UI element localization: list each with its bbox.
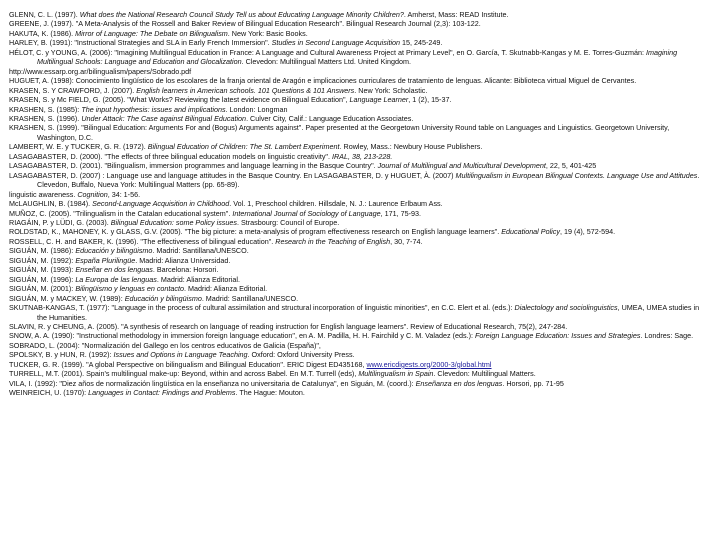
reference-text: . Madrid: Santillana/UNESCO. xyxy=(152,246,249,256)
reference-text: . Horsori, pp. 71-95 xyxy=(502,378,564,388)
reference-entry xyxy=(9,161,710,170)
reference-link[interactable]: www.ericdigests.org/2000-3/global.html xyxy=(366,359,492,369)
reference-text: MUÑOZ, C. (2005). "Trilingualism in the Catalan educational system". xyxy=(9,208,233,218)
reference-entry xyxy=(9,227,710,236)
reference-entry xyxy=(9,190,710,199)
reference-text: . Madrid: Santillana/UNESCO. xyxy=(201,293,299,303)
reference-text: http://www.essarp.org.ar/bilingualism/papers/Sobrado.pdf xyxy=(9,66,192,76)
reference-text: . Oxford: Oxford University Press. xyxy=(247,350,355,360)
reference-text: , 22, 5, 401-425 xyxy=(545,161,597,171)
reference-entry xyxy=(9,95,710,104)
reference-text: SPOLSKY, B. y HUN, R. (1992): xyxy=(9,350,114,360)
reference-text: SIGUÁN, M. (1996): xyxy=(9,274,76,284)
reference-text: WEINREICH, U. (1970): xyxy=(9,388,89,398)
reference-text: . New York: Scholastic. xyxy=(354,85,428,95)
reference-title-italic: Enseñanza en dos lenguas xyxy=(415,378,503,388)
reference-text: , 34: 1-56. xyxy=(107,189,141,199)
reference-text: . London: Longman xyxy=(225,104,288,114)
reference-entry xyxy=(9,38,710,47)
reference-entry xyxy=(9,303,710,322)
reference-title-italic: La Europa de las lenguas xyxy=(75,274,157,284)
reference-entry xyxy=(9,218,710,227)
reference-title-italic: Issues and Options in Language Teaching xyxy=(113,350,248,360)
reference-text: . Madrid: Alianza Editorial. xyxy=(156,274,240,284)
reference-entry xyxy=(9,67,710,76)
reference-title-italic: Bilingual Education: some Policy issues xyxy=(110,217,237,227)
reference-entry xyxy=(9,284,710,293)
reference-text: SIGUÁN, M. y MACKEY, W. (1989): xyxy=(9,293,125,303)
reference-text: . Clevedon: Multilingual Matters Ltd. United Kingdom. xyxy=(241,57,411,67)
reference-text: KRASEN, S. Y CRAWFORD, J. (2007). xyxy=(9,85,137,95)
reference-text: HAKUTA, K. (1986). xyxy=(9,28,76,38)
reference-text: . Madrid: Alianza Editorial. xyxy=(184,284,268,294)
reference-title-italic: What does the National Research Council Study Tell us about Educating Language Minority Children? xyxy=(79,10,404,19)
reference-text: SIGUÁN, M. (1986): xyxy=(9,246,76,256)
reference-entry xyxy=(9,322,710,331)
reference-entry xyxy=(9,265,710,274)
reference-entry xyxy=(9,379,710,388)
reference-text: VILA, I. (1992): "Diez años de normalización lingüística en la enseñanza no universitaria de Catalunya", en Siguán, M. (coord.): xyxy=(9,378,416,388)
reference-entry xyxy=(9,331,710,340)
reference-entry xyxy=(9,76,710,85)
reference-title-italic: Studies in Second Language Acquisition xyxy=(271,38,401,48)
reference-entry xyxy=(9,294,710,303)
reference-text: , 19 (4), 572-594. xyxy=(559,227,616,237)
reference-entry xyxy=(9,350,710,359)
reference-text: SNOW, A. A. (1990): "Instructional methodology in immersion foreign language education", en A. M. Padilla, H. H. Fairchild y C. M. Valadez (eds.): xyxy=(9,331,475,341)
reference-text: . Vol. 1, Preschool children. Hillsdale, N. J.: Laurence Erlbaum Ass. xyxy=(229,199,443,209)
reference-entry xyxy=(9,10,710,19)
reference-text: , 1 (2), 15-37. xyxy=(408,95,452,105)
reference-text: . Culver City, Calif.: Language Education Associates. xyxy=(246,113,414,123)
reference-entry xyxy=(9,123,710,142)
reference-text: SKUTNAB-KANGAS, T. (1977): "Language in the process of cultural assimilation and structural incorporation of linguistic minorities", en C.C. Elert et al. (eds.): xyxy=(9,303,515,313)
reference-text: KRASEN, S. y Mc FIELD, G. (2005). "What Works? Reviewing the latest evidence on Bilingual Education", xyxy=(9,95,350,105)
reference-entry xyxy=(9,209,710,218)
reference-text: 15, 245-249. xyxy=(400,38,443,48)
reference-text: LASAGABASTER, D. (2001). "Bilingualism, immersion programmes and language learning in the Basque Country". xyxy=(9,161,378,171)
reference-entry xyxy=(9,237,710,246)
reference-entry xyxy=(9,246,710,255)
reference-text: . Barcelona: Horsori. xyxy=(152,265,219,275)
reference-title-italic: The input hypothesis: issues and implications xyxy=(81,104,226,114)
reference-text: . The Hague: Mouton. xyxy=(235,388,305,398)
reference-text: ROLDSTAD, K., MAHONEY, K. y GLASS, G.V. (2005). "The big picture: a meta-analysis of program effectiveness research on English language learners". xyxy=(9,227,502,237)
reference-text: GLENN, C. L. (1997). xyxy=(9,10,80,19)
reference-title-italic: Educación y bilingüismo xyxy=(124,293,202,303)
reference-title-italic: Imagining Multilingual Schools: Language and Education and Glocalization xyxy=(37,47,678,67)
reference-title-italic: Multilingualism in Spain xyxy=(358,369,434,379)
reference-text: . Strasbourg: Council of Europe. xyxy=(236,217,340,227)
reference-text: McLAUGHLIN, B. (1984). xyxy=(9,199,93,209)
reference-text: , 30, 7-74. xyxy=(390,236,423,246)
reference-text: LASAGABASTER, D. (2000). "The effects of three bilingual education models on linguistic creativity". xyxy=(9,151,332,161)
reference-title-italic: España Plurilingüe xyxy=(75,255,136,265)
reference-title-italic: Research in the Teaching of English xyxy=(275,236,391,246)
reference-text: SIGUÁN, M. (1992): xyxy=(9,255,76,265)
reference-text: SOBRADO, L. (2004): "Normalización del Gallego en los centros educativos de Galicia (España)", xyxy=(9,340,321,350)
reference-title-italic: Dialectology and sociolinguistics xyxy=(514,303,618,313)
reference-entry xyxy=(9,199,710,208)
reference-entry xyxy=(9,171,710,190)
reference-title-italic: Multilingualism in European Bilingual Contexts. Language Use and Attitudes xyxy=(455,170,698,180)
reference-title-italic: Languages in Contact: Findings and Problems xyxy=(88,388,236,398)
reference-title-italic: Enseñar en dos lenguas xyxy=(75,265,153,275)
reference-title-italic: Bilingual Education of Children: The St. Lambert Experiment xyxy=(147,142,340,152)
reference-entry xyxy=(9,388,710,397)
reference-entry xyxy=(9,256,710,265)
reference-title-italic: International Journal of Sociology of Language xyxy=(232,208,381,218)
reference-text: HUGUET, A. (1998): Conocimiento lingüístico de los escolares de la franja oriental de Aragón e implicaciones curriculares de tratamiento de lenguas. Alicante: Biblioteca virtual Miguel de Cervantes. xyxy=(9,76,637,86)
reference-title-italic: Cognition xyxy=(77,189,108,199)
reference-text: HÉLOT, C. y YOUNG, A. (2006): "Imagining Multilingual Education in France: A Language and Cultural Awareness Project at Primary Level", en O. García, T. Skutnabb-Kangas y M. E. Torres-Guzmán: xyxy=(9,47,646,57)
reference-text: SIGUÁN, M. (1993): xyxy=(9,265,76,275)
reference-text: . New York: Basic Books. xyxy=(227,28,308,38)
reference-text: HARLEY, B. (1991): "Instructional Strategies and SLA in Early French Immersion". xyxy=(9,38,272,48)
reference-entry xyxy=(9,86,710,95)
reference-text: , 171, 75-93. xyxy=(380,208,421,218)
reference-text: TUCKER, G. R. (1999). "A global Perspective on bilingualism and Bilingual Education". ERIC Digest ED435168, xyxy=(9,359,367,369)
reference-text: SIGUÁN, M. (2001): xyxy=(9,284,76,294)
reference-entry xyxy=(9,105,710,114)
reference-title-italic: Journal of Multilingual and Multicultural Development xyxy=(377,161,546,171)
reference-title-italic: Bilingüismo y lenguas en contacto xyxy=(75,284,184,294)
reference-entry xyxy=(9,369,710,378)
reference-title-italic: Educación y bilingüismo xyxy=(75,246,153,256)
reference-text: linguistic awareness. xyxy=(9,189,78,199)
reference-text: . Rowley, Mass.: Newbury House Publishers. xyxy=(339,142,483,152)
reference-text: , UMEA, UMEA studies in the Humanities. xyxy=(37,303,700,322)
reference-title-italic: Second-Language Acquisition in Childhood xyxy=(92,199,230,209)
reference-entry xyxy=(9,114,710,123)
reference-entry xyxy=(9,48,710,67)
reference-text: ROSSELL, C. H. and BAKER, K. (1996). "The effectiveness of bilingual education". xyxy=(9,236,276,246)
reference-title-italic: Language Learner xyxy=(349,95,409,105)
reference-text: SLAVIN, R. y CHEUNG, A. (2005). "A synthesis of research on language of reading instruction for English language learners". Review of Educational Research, 75(2), 247-284. xyxy=(9,321,568,331)
reference-text: . Clevedon: Multilingual Matters. xyxy=(433,369,536,379)
reference-entry xyxy=(9,19,710,28)
reference-text: . Londres: Sage. xyxy=(640,331,694,341)
reference-text: TURRELL, M.T. (2001). Spain's multilingual make-up: Beyond, within and across Babel. En M.T. Turrell (eds), xyxy=(9,369,359,379)
reference-entry xyxy=(9,152,710,161)
reference-entry xyxy=(9,360,710,369)
reference-text: KRASHEN, S. (1985): xyxy=(9,104,82,114)
reference-text: KRASHEN, S. (1999). "Bilingual Education: Arguments For and (Bogus) Arguments against". Paper presented at the Georgetown University Round table on Languages and Linguistics. Georgetown University, Washington, D.C. xyxy=(9,123,670,142)
reference-text: . Amherst, Mass: READ Institute. xyxy=(403,10,509,19)
reference-entry xyxy=(9,341,710,350)
reference-text: KRASHEN, S. (1996). xyxy=(9,113,82,123)
reference-text: . Madrid: Alianza Universidad. xyxy=(135,255,231,265)
reference-text: . Clevedon, Buffalo, Nueva York: Multilingual Matters (pp. 65-89). xyxy=(37,170,700,190)
reference-title-italic: Educational Policy xyxy=(501,227,560,237)
reference-title-italic: IRAL, 38, 213-228. xyxy=(331,151,393,161)
reference-text: LASAGABASTER, D. (2007) : Language use and language attitudes in the Basque Country. En LASAGABASTER, D. y HUGUET, À. (2007) xyxy=(9,170,456,180)
reference-title-italic: Foreign Language Education: Issues and Strategies xyxy=(474,331,641,341)
reference-entry xyxy=(9,29,710,38)
reference-text: LAMBERT, W. E. y TUCKER, G. R. (1972). xyxy=(9,142,148,152)
reference-title-italic: English learners in American schools. 101 Questions & 101 Answers xyxy=(136,85,355,95)
reference-title-italic: Under Attack: The Case against Bilingual Education xyxy=(81,113,247,123)
reference-entry xyxy=(9,142,710,151)
reference-text: GREENE, J. (1997). "A Meta-Analysis of the Rossell and Baker Review of Bilingual Education Research". Bilingual Research Journal (2,3): 103-122. xyxy=(9,19,481,29)
reference-text: RIAGÁIN, P. y LÜDI, G. (2003). xyxy=(9,217,111,227)
reference-entry xyxy=(9,275,710,284)
reference-title-italic: Mirror of Language: The Debate on Bilingualism xyxy=(75,28,228,38)
